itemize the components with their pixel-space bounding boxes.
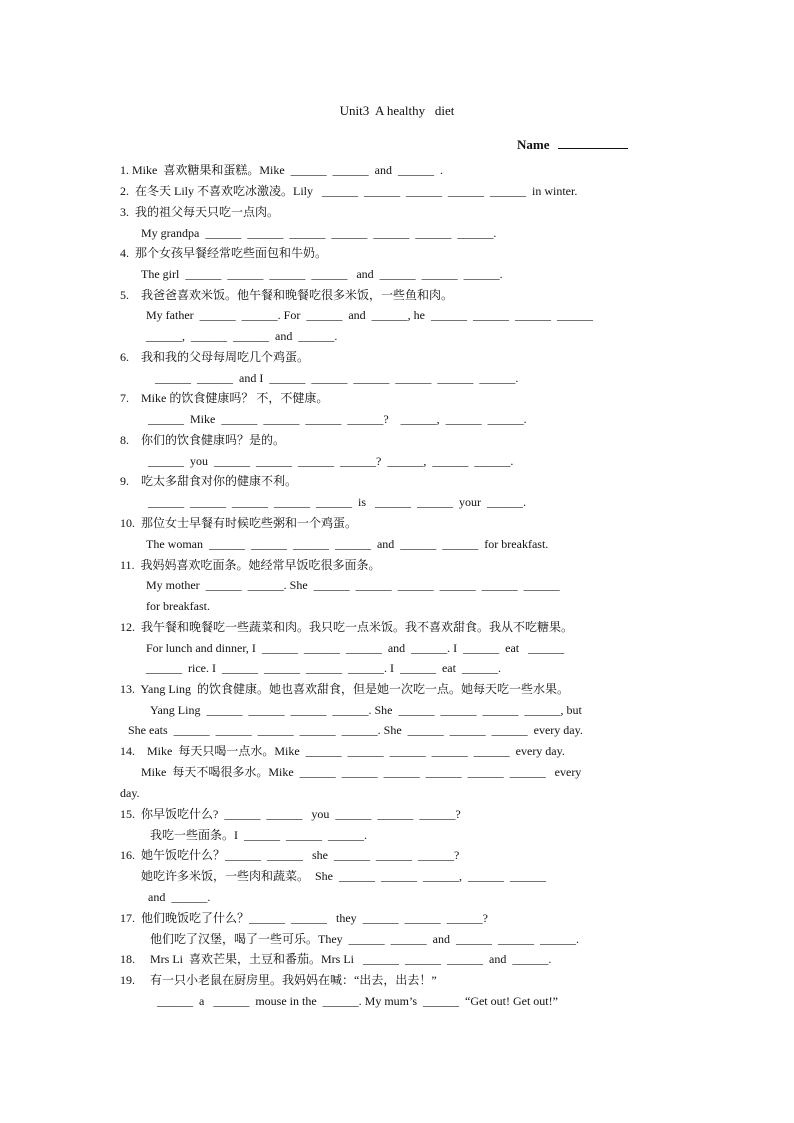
exercise-line: 她吃许多米饭，一些肉和蔬菜。 She ______ ______ ______, ______ ______ [141, 869, 547, 883]
exercise-line: and ______. [148, 890, 211, 904]
name-label: Name [517, 137, 550, 152]
name-blank[interactable] [558, 136, 628, 149]
exercise-line: 4. 那个女孩早餐经常吃些面包和牛奶。 [120, 246, 328, 260]
exercise-line: ______ ______ and I ______ ______ ______ ______ ______ ______. [155, 371, 519, 385]
exercise-line: ______ Mike ______ ______ ______ ______? ______, ______ ______. [148, 412, 527, 426]
exercise-line: 1. Mike 喜欢糖果和蛋糕。Mike ______ ______ and ______ . [120, 163, 443, 177]
exercise-line: Yang Ling ______ ______ ______ ______. She ______ ______ ______ ______, but [150, 703, 582, 717]
exercise-line: For lunch and dinner, I ______ ______ ______ and ______. I ______ eat ______ [146, 641, 565, 655]
exercise-line: for breakfast. [146, 599, 210, 613]
exercise-line: The girl ______ ______ ______ ______ and ______ ______ ______. [141, 267, 503, 281]
exercise-line: 16. 她午饭吃什么？______ ______ she ______ ______ ______? [120, 848, 460, 862]
exercise-line: 14. Mike 每天只喝一点水。Mike ______ ______ ______ ______ ______ every day. [120, 744, 565, 758]
exercise-line: 3. 我的祖父每天只吃一点肉。 [120, 205, 280, 219]
exercise-line: 7. Mike 的饮食健康吗？ 不，不健康。 [120, 391, 329, 405]
exercise-line: ______ a ______ mouse in the ______. My mum’s ______ “Get out! Get out!” [157, 994, 558, 1008]
worksheet-title: Unit3 A healthy diet [339, 103, 455, 118]
exercise-line: ______ you ______ ______ ______ ______? ______, ______ ______. [148, 454, 514, 468]
exercise-line: 8. 你们的饮食健康吗？是的。 [120, 433, 286, 447]
exercise-line: 17. 他们晚饭吃了什么？______ ______ they ______ ______ ______? [120, 911, 488, 925]
exercise-line: 18. Mrs Li 喜欢芒果，土豆和番茄。Mrs Li ______ ______ ______ and ______. [120, 952, 552, 966]
exercise-line: 15. 你早饭吃什么? ______ ______ you ______ ______ ______? [120, 807, 461, 821]
exercise-line: 2. 在冬天 Lily 不喜欢吃冰激凌。Lily ______ ______ ______ ______ ______ in winter. [120, 184, 578, 198]
exercise-line: 13. Yang Ling 的饮食健康。她也喜欢甜食，但是她一次吃一点。她每天吃一些水果。 [120, 682, 570, 696]
exercise-line: 6. 我和我的父母每周吃几个鸡蛋。 [120, 350, 310, 364]
exercise-line: 11. 我妈妈喜欢吃面条。她经常早饭吃很多面条。 [120, 558, 381, 572]
exercise-line: 9. 吃太多甜食对你的健康不利。 [120, 474, 298, 488]
exercise-line: 5. 我爸爸喜欢米饭。他午餐和晚餐吃很多米饭，一些鱼和肉。 [120, 288, 454, 302]
name-field [517, 136, 628, 153]
exercise-line: 12. 我午餐和晚餐吃一些蔬菜和肉。我只吃一点米饭。我不喜欢甜食。我从不吃糖果。 [120, 620, 574, 634]
exercise-line: ______, ______ ______ and ______. [146, 329, 338, 343]
exercise-line: My mother ______ ______. She ______ ______ ______ ______ ______ ______ [146, 578, 560, 592]
exercise-line: day. [120, 786, 140, 800]
exercise-line: 他们吃了汉堡，喝了一些可乐。They ______ ______ and ______ ______ ______. [150, 932, 579, 946]
exercise-line: My father ______ ______. For ______ and ______, he ______ ______ ______ ______ [146, 308, 593, 322]
exercise-line: 我吃一些面条。I ______ ______ ______. [150, 828, 367, 842]
exercise-line: The woman ______ ______ ______ ______ and ______ ______ for breakfast. [146, 537, 549, 551]
exercise-line: My grandpa ______ ______ ______ ______ ______ ______ ______. [141, 226, 497, 240]
exercise-line: ______ ______ ______ ______ ______ is ______ ______ your ______. [148, 495, 526, 509]
exercise-line: ______ rice. I ______ ______ ______ ______. I ______ eat ______. [146, 661, 501, 675]
exercise-line: 10. 那位女士早餐有时候吃些粥和一个鸡蛋。 [120, 516, 358, 530]
exercise-line: She eats ______ ______ ______ ______ ______. She ______ ______ ______ every day. [128, 723, 583, 737]
exercise-line: 19. 有一只小老鼠在厨房里。我妈妈在喊：“出去，出去！” [120, 973, 437, 987]
exercise-line: Mike 每天不喝很多水。Mike ______ ______ ______ ______ ______ ______ every [141, 765, 582, 779]
